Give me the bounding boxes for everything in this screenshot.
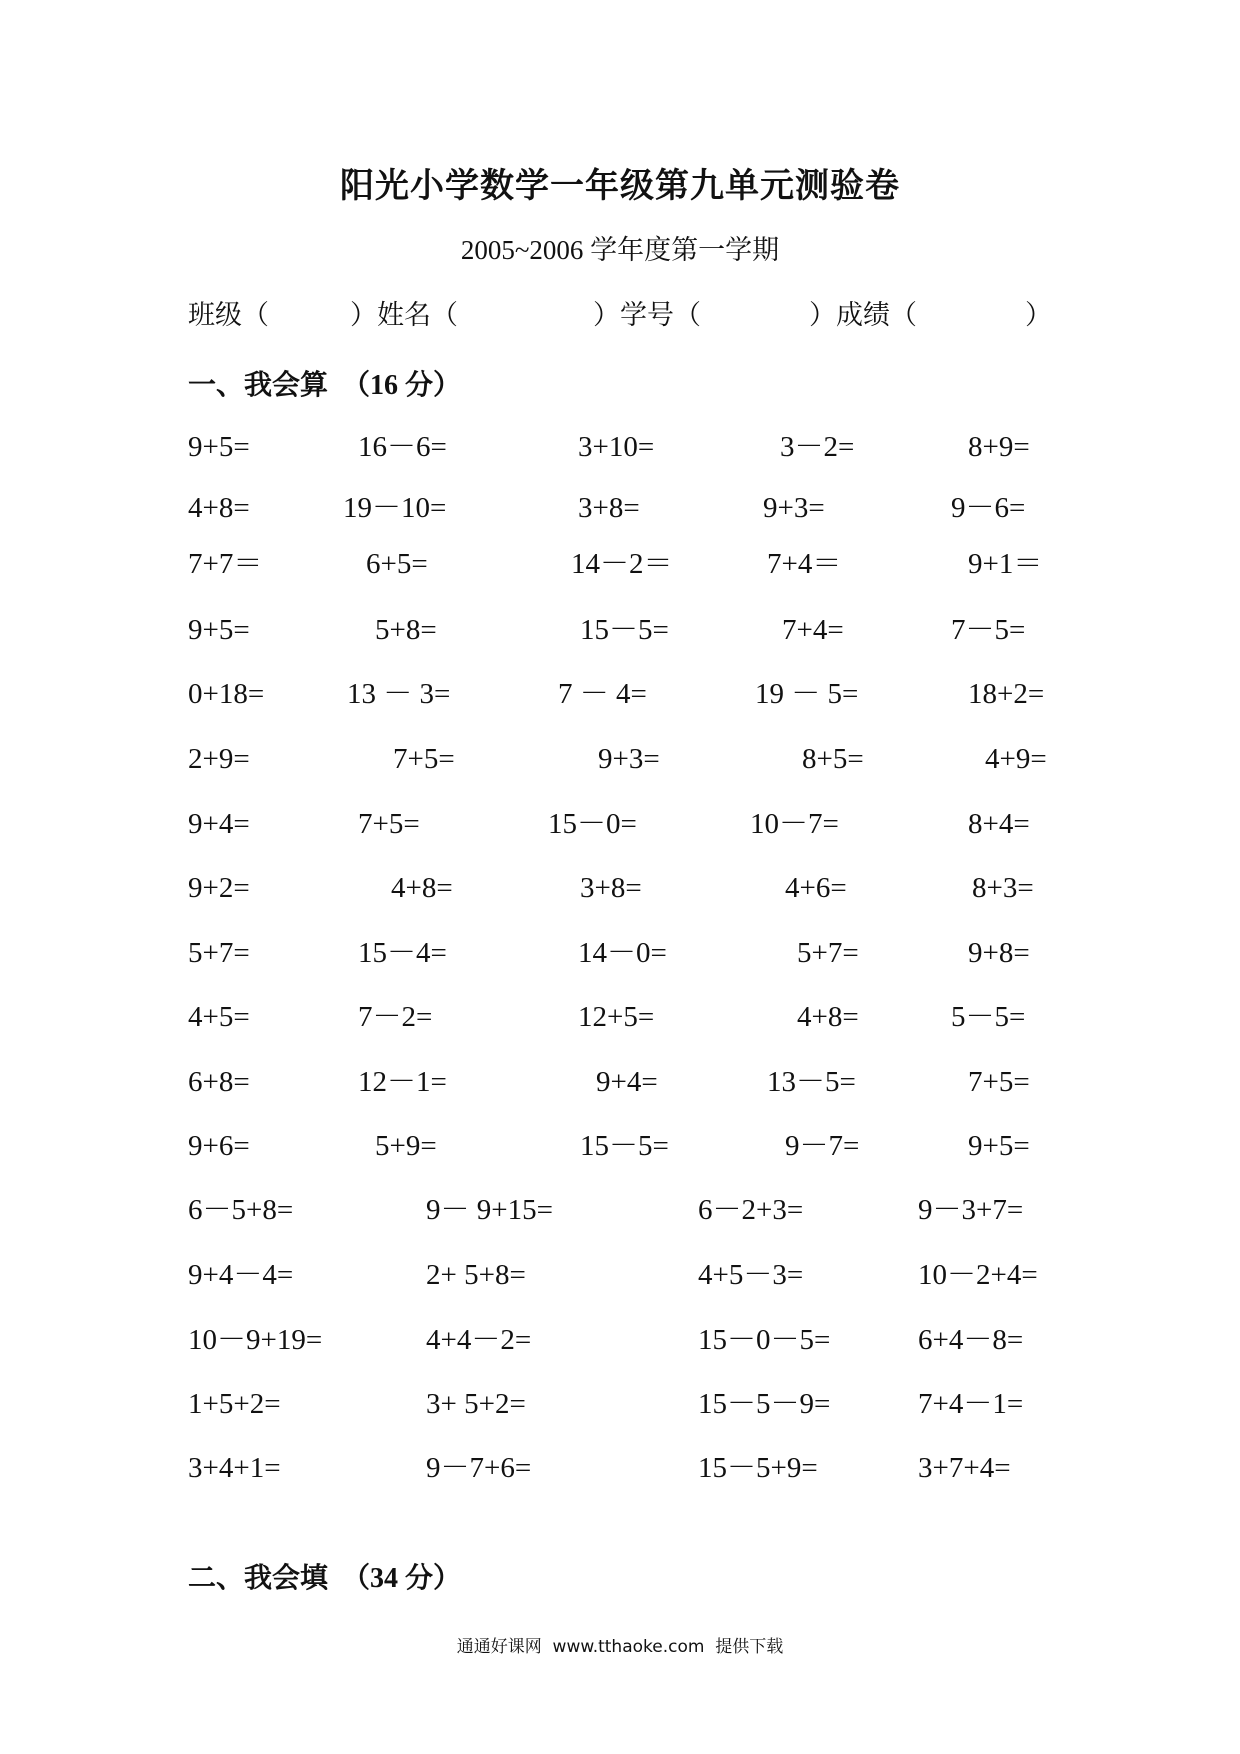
arithmetic-problem: 7+4＝ bbox=[767, 548, 842, 580]
arithmetic-problem: 7+7＝ bbox=[188, 548, 263, 580]
arithmetic-problem: 6+5= bbox=[366, 548, 428, 580]
arithmetic-problem: 7+4= bbox=[782, 614, 844, 646]
arithmetic-problem: 8+9= bbox=[968, 431, 1030, 463]
arithmetic-problem: 19 － 5= bbox=[755, 678, 859, 710]
arithmetic-problem: 8+4= bbox=[968, 808, 1030, 840]
arithmetic-problem: 8+5= bbox=[802, 743, 864, 775]
arithmetic-problem: 7+5= bbox=[393, 743, 455, 775]
arithmetic-problem: 4+5= bbox=[188, 1001, 250, 1033]
arithmetic-problem: 18+2= bbox=[968, 678, 1045, 710]
arithmetic-problem: 13 － 3= bbox=[347, 678, 451, 710]
arithmetic-problem: 9+5= bbox=[188, 614, 250, 646]
arithmetic-problem: 15－5－9= bbox=[698, 1388, 831, 1420]
arithmetic-problem: 3+10= bbox=[578, 431, 655, 463]
arithmetic-problem: 3－2= bbox=[780, 431, 855, 463]
arithmetic-problem: 15－4= bbox=[358, 937, 447, 969]
arithmetic-problem: 9－7+6= bbox=[426, 1452, 532, 1484]
arithmetic-problem: 5+9= bbox=[375, 1130, 437, 1162]
arithmetic-problem: 9+3= bbox=[763, 492, 825, 524]
arithmetic-problem: 9+8= bbox=[968, 937, 1030, 969]
arithmetic-problem: 4+5－3= bbox=[698, 1259, 804, 1291]
arithmetic-problem: 9+3= bbox=[598, 743, 660, 775]
arithmetic-problem: 6－5+8= bbox=[188, 1194, 294, 1226]
arithmetic-problem: 15－0= bbox=[548, 808, 637, 840]
arithmetic-problem: 9+5= bbox=[968, 1130, 1030, 1162]
arithmetic-problem: 9+5= bbox=[188, 431, 250, 463]
page-title: 阳光小学数学一年级第九单元测验卷 bbox=[340, 168, 900, 205]
arithmetic-problem: 1+5+2= bbox=[188, 1388, 281, 1420]
arithmetic-problem: 3+8= bbox=[580, 872, 642, 904]
arithmetic-problem: 15－5= bbox=[580, 1130, 669, 1162]
arithmetic-problem: 9+1＝ bbox=[968, 548, 1043, 580]
arithmetic-problem: 6+4－8= bbox=[918, 1324, 1024, 1356]
arithmetic-problem: 15－5+9= bbox=[698, 1452, 818, 1484]
arithmetic-problem: 2+9= bbox=[188, 743, 250, 775]
arithmetic-problem: 12－1= bbox=[358, 1066, 447, 1098]
arithmetic-problem: 4+8= bbox=[188, 492, 250, 524]
arithmetic-problem: 9+2= bbox=[188, 872, 250, 904]
arithmetic-problem: 19－10= bbox=[343, 492, 447, 524]
arithmetic-problem: 12+5= bbox=[578, 1001, 655, 1033]
footer-credit: 通通好课网 www.tthaoke.com 提供下载 bbox=[456, 1637, 784, 1657]
arithmetic-problem: 6－2+3= bbox=[698, 1194, 804, 1226]
arithmetic-problem: 9+4= bbox=[596, 1066, 658, 1098]
subtitle: 2005~2006 学年度第一学期 bbox=[460, 235, 780, 265]
arithmetic-problem: 3+4+1= bbox=[188, 1452, 281, 1484]
arithmetic-problem: 5+8= bbox=[375, 614, 437, 646]
student-info-line: 班级（ ）姓名（ ）学号（ ）成绩（ ） bbox=[188, 300, 1052, 330]
arithmetic-problem: 10－2+4= bbox=[918, 1259, 1038, 1291]
arithmetic-problem: 4+6= bbox=[785, 872, 847, 904]
arithmetic-problem: 5－5= bbox=[951, 1001, 1026, 1033]
arithmetic-problem: 4+4－2= bbox=[426, 1324, 532, 1356]
arithmetic-problem: 9－7= bbox=[785, 1130, 860, 1162]
arithmetic-problem: 2+ 5+8= bbox=[426, 1259, 526, 1291]
arithmetic-problem: 7 － 4= bbox=[558, 678, 647, 710]
arithmetic-problem: 9+4= bbox=[188, 808, 250, 840]
arithmetic-problem: 7－2= bbox=[358, 1001, 433, 1033]
arithmetic-problem: 15－0－5= bbox=[698, 1324, 831, 1356]
arithmetic-problem: 9－6= bbox=[951, 492, 1026, 524]
arithmetic-problem: 4+8= bbox=[797, 1001, 859, 1033]
arithmetic-problem: 6+8= bbox=[188, 1066, 250, 1098]
arithmetic-problem: 0+18= bbox=[188, 678, 265, 710]
arithmetic-problem: 7+5= bbox=[358, 808, 420, 840]
arithmetic-problem: 3+ 5+2= bbox=[426, 1388, 526, 1420]
arithmetic-problem: 9+6= bbox=[188, 1130, 250, 1162]
arithmetic-problem: 7－5= bbox=[951, 614, 1026, 646]
arithmetic-problem: 5+7= bbox=[188, 937, 250, 969]
arithmetic-problem: 9－3+7= bbox=[918, 1194, 1024, 1226]
arithmetic-problem: 15－5= bbox=[580, 614, 669, 646]
arithmetic-problem: 9+4－4= bbox=[188, 1259, 294, 1291]
arithmetic-problem: 3+7+4= bbox=[918, 1452, 1011, 1484]
arithmetic-problem: 7+4－1= bbox=[918, 1388, 1024, 1420]
arithmetic-problem: 13－5= bbox=[767, 1066, 856, 1098]
arithmetic-problem: 4+8= bbox=[391, 872, 453, 904]
arithmetic-problem: 7+5= bbox=[968, 1066, 1030, 1098]
arithmetic-problem: 16－6= bbox=[358, 431, 447, 463]
arithmetic-problem: 8+3= bbox=[972, 872, 1034, 904]
section-1-heading: 一、我会算 （16 分） bbox=[188, 370, 462, 401]
arithmetic-problem: 10－7= bbox=[750, 808, 839, 840]
arithmetic-problem: 10－9+19= bbox=[188, 1324, 323, 1356]
arithmetic-problem: 5+7= bbox=[797, 937, 859, 969]
arithmetic-problem: 14－2＝ bbox=[571, 548, 673, 580]
section-2-heading: 二、我会填 （34 分） bbox=[188, 1563, 462, 1594]
arithmetic-problem: 4+9= bbox=[985, 743, 1047, 775]
arithmetic-problem: 3+8= bbox=[578, 492, 640, 524]
arithmetic-problem: 9－ 9+15= bbox=[426, 1194, 553, 1226]
arithmetic-problem: 14－0= bbox=[578, 937, 667, 969]
